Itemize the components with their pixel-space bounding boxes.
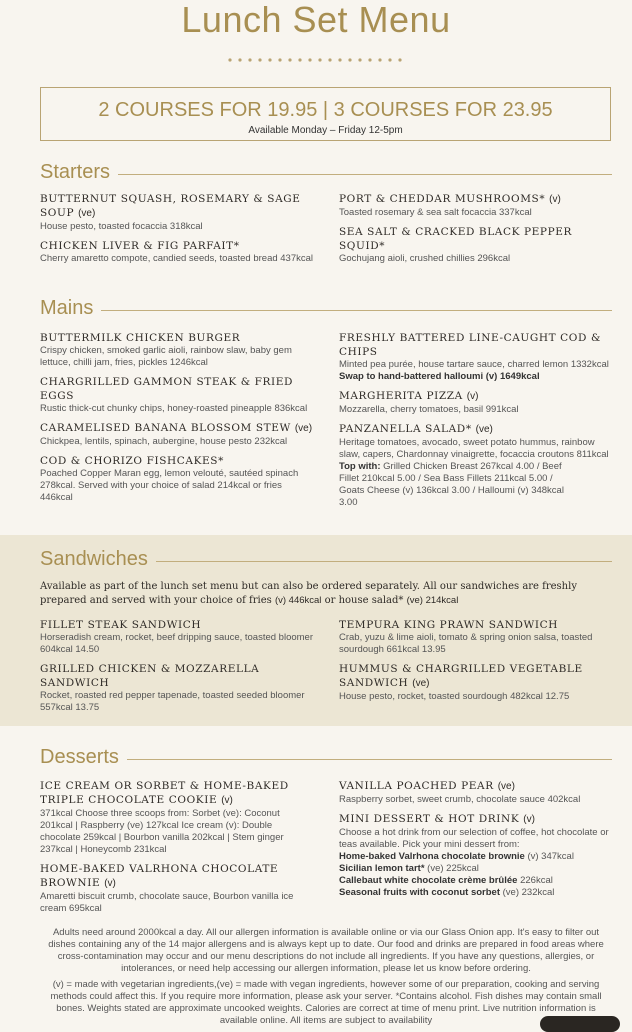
page-title: Lunch Set Menu [181, 0, 451, 40]
decorative-divider-icon [226, 56, 406, 64]
menu-item: VANILLA POACHED PEAR (ve) Raspberry sorbet, sweet crumb, chocolate sauce 402kcal [339, 780, 581, 805]
menu-item: CARAMELISED BANANA BLOSSOM STEW (ve) Chickpea, lentils, spinach, aubergine, house pesto 232kcal [40, 422, 313, 447]
desserts-heading: Desserts [40, 745, 612, 769]
mini-dessert-option: Callebaut white chocolate crème brûlée 226kcal [339, 875, 553, 886]
mains-heading: Mains [40, 296, 612, 320]
menu-item: FILLET STEAK SANDWICH Horseradish cream, rocket, beef dripping sauce, toasted bloomer 604kcal 14.50 [40, 619, 313, 655]
mini-dessert-option: Seasonal fruits with coconut sorbet (ve) 232kcal [339, 887, 555, 898]
menu-item: CHARGRILLED GAMMON STEAK & FRIED EGGS Rustic thick-cut chunky chips, honey-roasted pineapple 836kcal [40, 376, 308, 414]
pricing-headline: 2 COURSES FOR 19.95 | 3 COURSES FOR 23.95 [98, 99, 553, 121]
menu-item: TEMPURA KING PRAWN SANDWICH Crab, yuzu & lime aioli, tomato & spring onion salsa, toasted sourdough 661kcal 13.95 [339, 619, 593, 655]
starters-right-column [339, 192, 614, 271]
allergen-note: Adults need around 2000kcal a day. All our allergen information is available online or via our Glass Onion app. It's easy to filter out dishes containing any of the 14 major allergens and is always kept up to date. Our food and drinks are prepared in food areas where cross-contamination may occur and our menu descriptions do not include all ingredients. If you have any questions, allergies, or intolerances, or need help accessing our allergen information, please let us know before ordering. [48, 927, 604, 974]
menu-item: HUMMUS & CHARGRILLED VEGETABLE SANDWICH (ve) House pesto, rocket, toasted sourdough 482kcal 12.75 [339, 663, 583, 702]
availability-note: Available Monday – Friday 12-5pm [248, 125, 403, 136]
menu-item: COD & CHORIZO FISHCAKES* Poached Copper Maran egg, lemon velouté, sautéed spinach 278kcal. Served with your choice of salad 214kcal or fries 446kcal [40, 455, 299, 503]
menu-item: PANZANELLA SALAD* (ve) Heritage tomatoes, avocado, sweet potato hummus, rainbow slaw, capers, Chardonnay vinaigrette, focaccia croutons 811kcal Top with: Grilled Chicken Breast 267kcal 4.00 / Beef Fillet 210kcal 5.00 / Sea Bass Fillets 211kcal 5.00 / Goats Cheese (v) 136kcal 3.00 / Halloumi (v) 348kcal 3.00 [339, 423, 609, 508]
sandwiches-heading: Sandwiches [40, 547, 612, 571]
menu-item: ICE CREAM OR SORBET & HOME-BAKED TRIPLE CHOCOLATE COOKIE (v) 371kcal Choose three scoops from: Sorbet (ve): Coconut 201kcal | Raspberry (ve) 127kcal Ice cream (v): Double chocolate 259kcal | Bourbon vanilla 202kcal | Stem ginger 237kcal | Honeycomb 231kcal [40, 780, 289, 855]
menu-item: BUTTERMILK CHICKEN BURGER Crispy chicken, smoked garlic aioli, rainbow slaw, baby gem lettuce, chilli jam, fries, pickles 1246kcal [40, 332, 292, 368]
menu-item: MINI DESSERT & HOT DRINK (v) Choose a hot drink from our selection of coffee, hot chocolate or teas available. Pick your mini dessert from: Home-baked Valrhona chocolate brownie (v) 347kcal Sicilian lemon tart* (ve) 225kcal Callebaut white chocolate crème brûlée 226kcal Seasonal fruits with coconut sorbet (ve) 232kcal [339, 812, 614, 899]
sandwiches-intro: Available as part of the lunch set menu but can also be ordered separately. All our sandwiches are freshly prepared and served with your choice of fries (v) 446kcal or house salad* (ve) 214kcal [40, 581, 577, 606]
mains-left-column [40, 331, 315, 510]
sandwiches-left-column [40, 618, 315, 720]
menu-item: PORT & CHEDDAR MUSHROOMS* (v) Toasted rosemary & sea salt focaccia 337kcal [339, 193, 561, 218]
desserts-left-column [40, 779, 315, 921]
menu-item: HOME-BAKED VALRHONA CHOCOLATE BROWNIE (v) Amaretti biscuit crumb, chocolate sauce, Bourbon vanilla ice cream 695kcal [40, 863, 294, 914]
allergen-footer [40, 927, 612, 1031]
mini-dessert-option: Home-baked Valrhona chocolate brownie (v) 347kcal [339, 851, 574, 862]
sandwiches-right-column [339, 618, 614, 709]
menu-item: SEA SALT & CRACKED BLACK PEPPER SQUID* Gochujang aioli, crushed chillies 296kcal [339, 226, 573, 264]
menu-item: BUTTERNUT SQUASH, ROSEMARY & SAGE SOUP (ve) House pesto, toasted focaccia 318kcal [40, 193, 301, 232]
menu-item: MARGHERITA PIZZA (v) Mozzarella, cherry tomatoes, basil 991kcal [339, 390, 519, 415]
mains-right-column [339, 331, 614, 515]
pricing-box [40, 87, 611, 141]
starters-left-column [40, 192, 315, 271]
desserts-right-column [339, 779, 614, 905]
menu-item: GRILLED CHICKEN & MOZZARELLA SANDWICH Rocket, roasted red pepper tapenade, toasted seeded bloomer 557kcal 13.75 [40, 663, 305, 713]
mini-dessert-option: Sicilian lemon tart* (ve) 225kcal [339, 863, 479, 874]
menu-item: CHICKEN LIVER & FIG PARFAIT* Cherry amaretto compote, candied seeds, toasted bread 437kcal [40, 240, 314, 264]
dietary-note: (v) = made with vegetarian ingredients,(ve) = made with vegan ingredients, however some of our preparation, cooking and serving methods could affect this. If you require more information, please ask your server. *Contains alcohol. Fish dishes may contain small bones. Weights stated are approximate uncooked weights. Calories are correct at time of menu print. Live nutrition information is available online. All items are subject to availability [50, 979, 602, 1026]
menu-item: FRESHLY BATTERED LINE-CAUGHT COD & CHIPS Minted pea purée, house tartare sauce, charred lemon 1332kcal Swap to hand-battered halloumi (v) 1649kcal [339, 332, 609, 382]
floating-pill-button[interactable] [540, 1016, 620, 1032]
starters-heading: Starters [40, 160, 612, 184]
